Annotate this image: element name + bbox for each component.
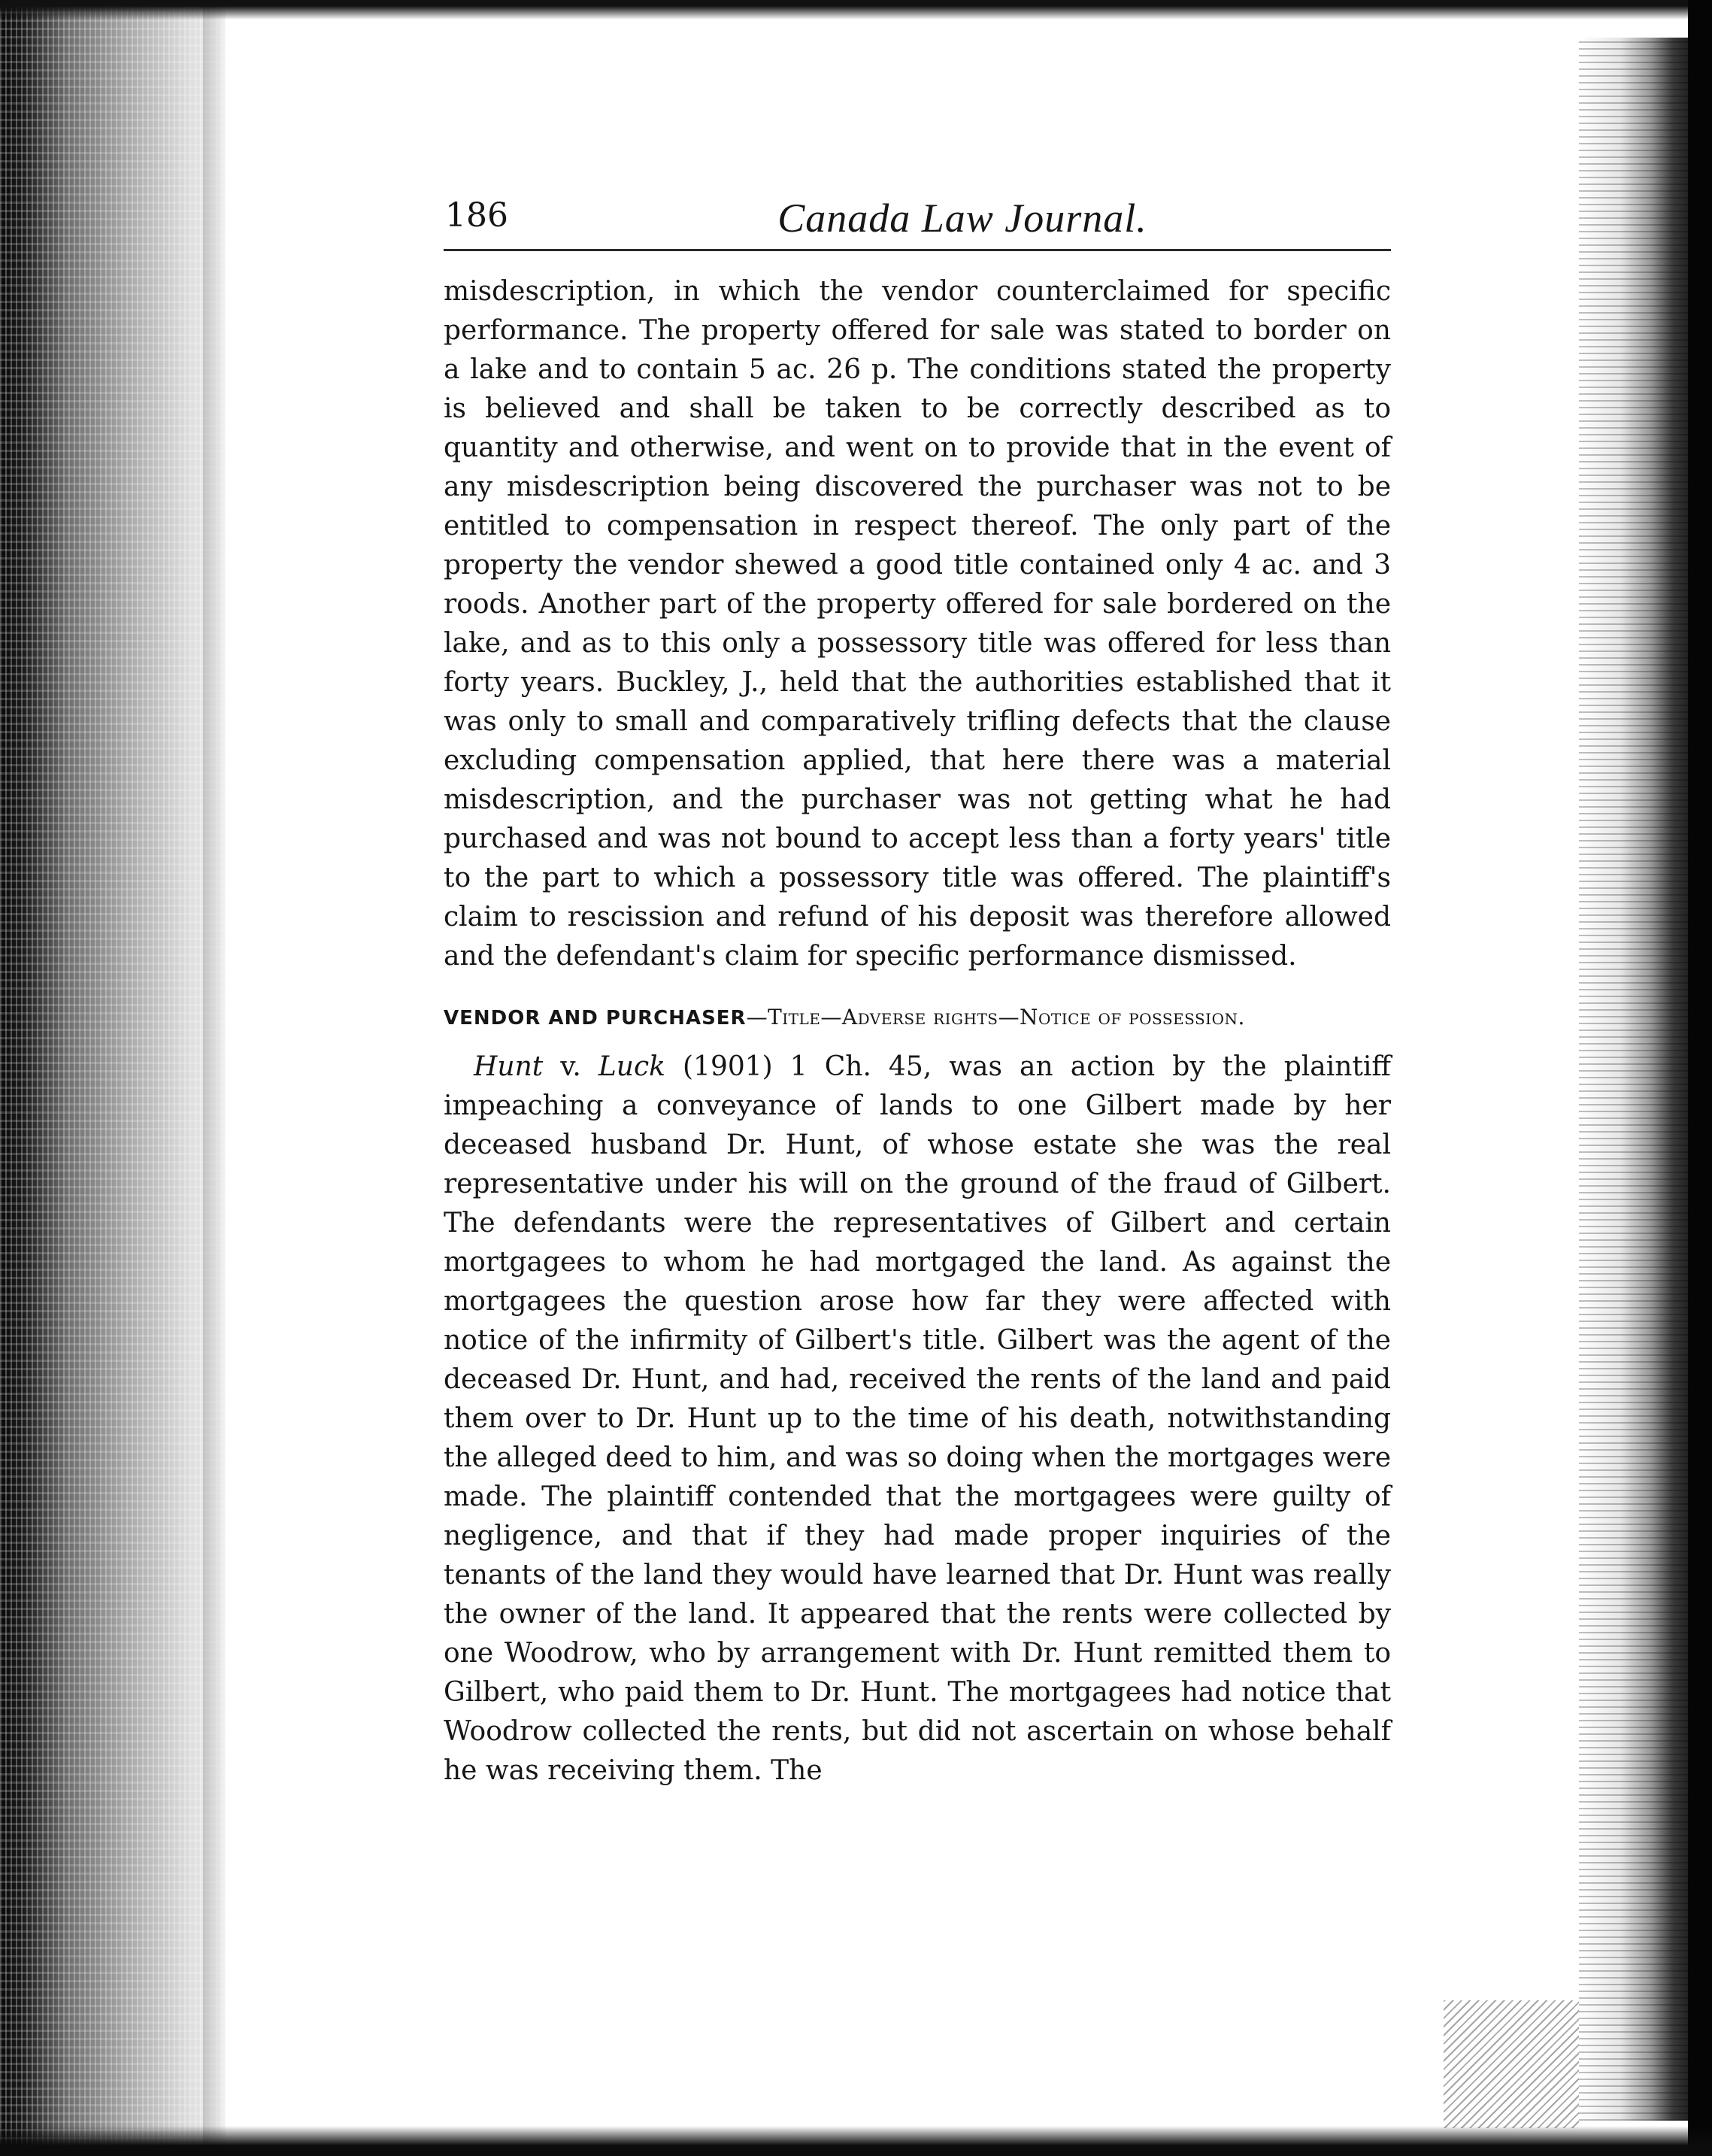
scan-bottom-border	[0, 2126, 1712, 2156]
case-plaintiff: Hunt	[474, 1051, 544, 1082]
scan-right-border	[1688, 0, 1712, 2156]
adjacent-page-edge	[1579, 38, 1692, 2121]
case-citation: (1901) 1 Ch. 45,	[665, 1051, 932, 1082]
paragraph-misdescription: misdescription, in which the vendor counterclaimed for specific performance. The property offered for sale was stated to border on a lake and to contain 5 ac. 26 p. The conditions stated the property is believed and shall be taken to be correctly described as to quantity and otherwise, and went on to provide that in the event of any misdescription being discovered the purchaser was not to be entitled to compensation in respect thereof. The only part of the property the vendor shewed a good title contained only 4 ac. and 3 roods. Another part of the property offered for sale bordered on the lake, and as to this only a possessory title was offered for less than forty years. Buckley, J., held that the authorities established that it was only to small and comparatively trifling defects that the clause excluding compensation applied, that here there was a material misdescription, and the purchaser was not getting what he had purchased and was not bound to accept less than a forty years' title to the part to which a possessory title was offered. The plaintiff's claim to rescission and refund of his deposit was therefore allowed and the defendant's claim for specific performance dismissed.	[444, 276, 1391, 972]
case-versus: v.	[543, 1051, 598, 1082]
header-rule	[444, 249, 1391, 251]
page-header	[444, 192, 1391, 244]
section-heading-subtitle: —Title—Adverse rights—Notice of possession.	[746, 1005, 1245, 1029]
scanned-binding-edge	[0, 0, 226, 2156]
book-page	[444, 192, 1391, 1791]
page-number: 186	[445, 196, 508, 235]
scan-top-border	[0, 0, 1712, 20]
binding-shadow	[203, 0, 226, 2156]
section-heading	[444, 1005, 1391, 1031]
case-defendant: Luck	[598, 1051, 665, 1082]
paragraph-body: was an action by the plaintiff impeaching a conveyance of lands to one Gilbert made by her deceased husband Dr. Hunt, of whose estate she was the real representative under his will on the ground of the fraud of Gilbert. The defendants were the representatives of Gilbert and certain mortgagees to whom he had mortgaged the land. As against the mortgagees the question arose how far they were affected with notice of the infirmity of Gilbert's title. Gilbert was the agent of the deceased Dr. Hunt, and had, received the rents of the land and paid them over to Dr. Hunt up to the time of his death, notwithstanding the alleged deed to him, and was so doing when the mortgages were made. The plaintiff contended that the mortgagees were guilty of negligence, and that if they had made proper inquiries of the tenants of the land they would have learned that Dr. Hunt was really the owner of the land. It appeared that the rents were collected by one Woodrow, who by arrangement with Dr. Hunt remitted them to Gilbert, who paid them to Dr. Hunt. The mortgagees had notice that Woodrow collected the rents, but did not ascertain on whose behalf he was receiving them. The	[444, 1051, 1391, 1786]
section-heading-lead: VENDOR AND PURCHASER	[444, 1007, 747, 1029]
paragraph-hunt-v-luck	[444, 1048, 1391, 1791]
page-corner-fray	[1444, 2000, 1579, 2128]
running-title: Canada Law Journal.	[777, 196, 1147, 241]
